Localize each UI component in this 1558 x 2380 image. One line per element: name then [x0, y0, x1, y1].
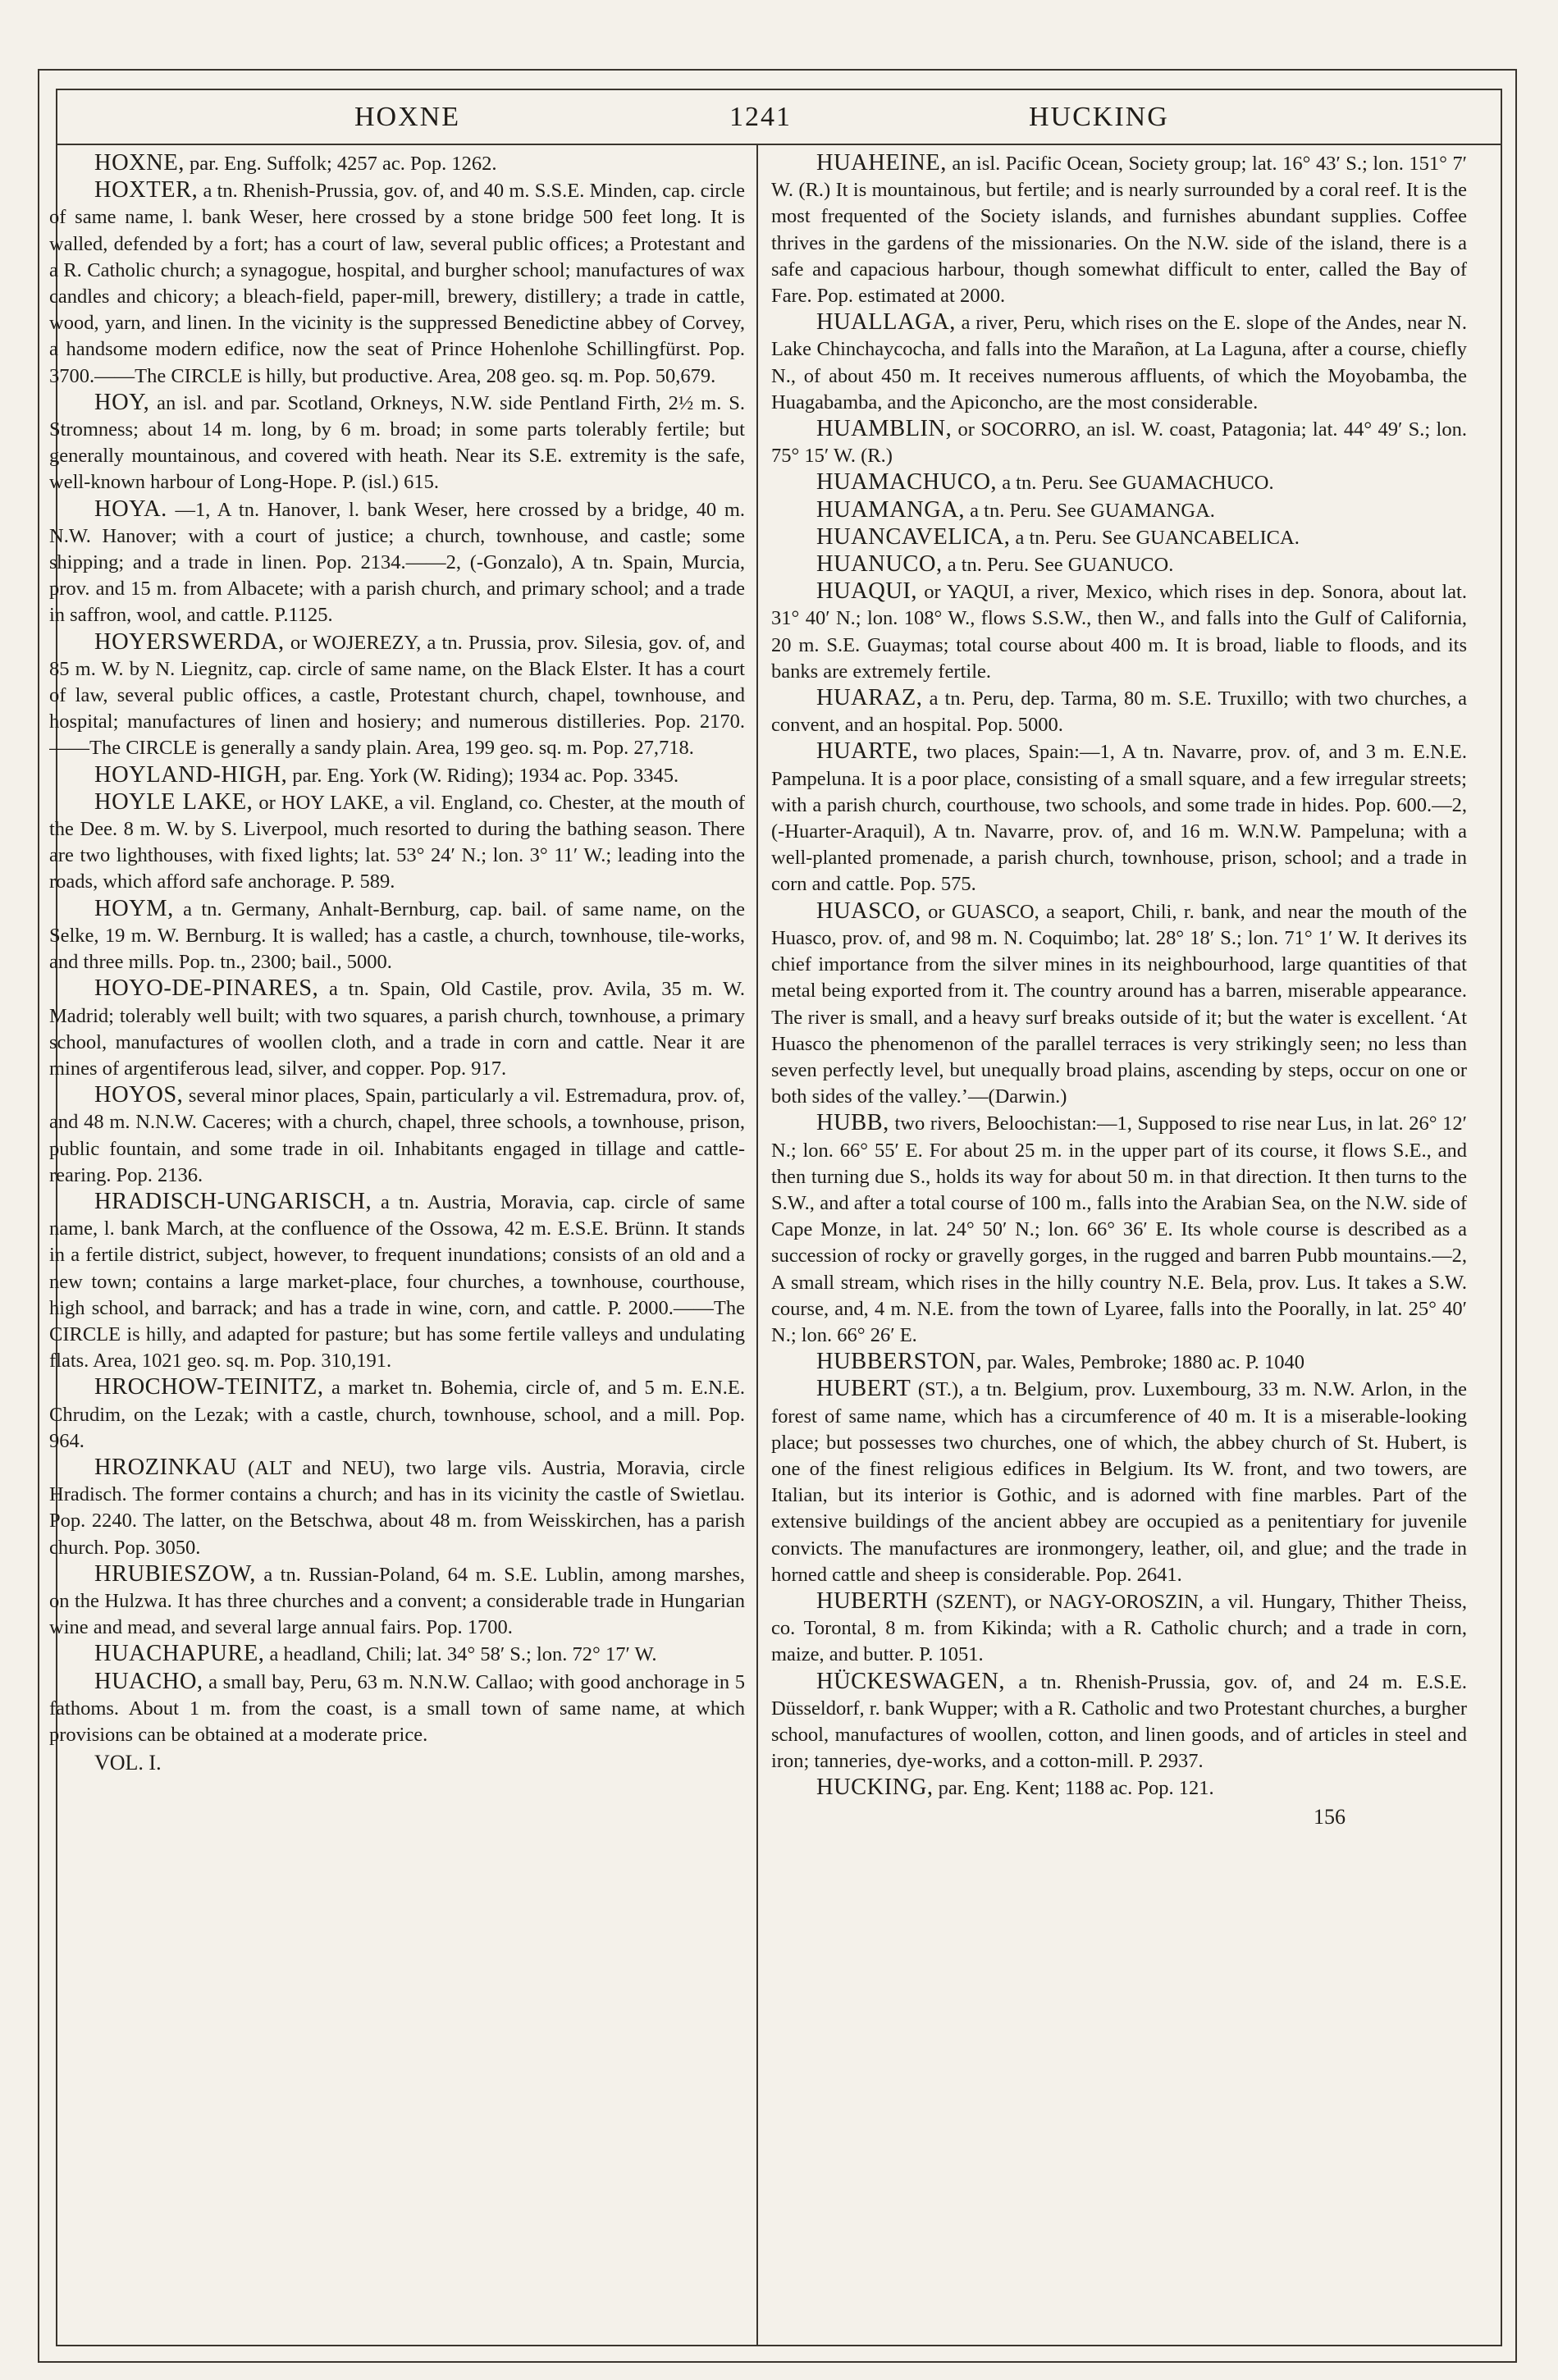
entry-text: (SZENT), or NAGY-OROSZIN, a vil. Hungary, Thither Theiss, co. Torontal, 8 m. from Kikinda; with a R. Catholic church; and a trade in corn, maize, and butter. P. 1051.: [771, 1590, 1467, 1666]
entry-headword: HUBERT: [816, 1376, 911, 1402]
entry-headword: HUASCO,: [816, 898, 921, 924]
entry-headword: HUBERTH: [816, 1587, 929, 1614]
entry-headword: HOYLE LAKE,: [94, 788, 254, 815]
dictionary-entry: [49, 1641, 745, 1668]
dictionary-entry: [49, 762, 745, 789]
dictionary-entry: [771, 1349, 1467, 1376]
entry-text: a market tn. Bohemia, circle of, and 5 m. E.N.E. Chrudim, on the Lezak; with a castle, church, townhouse, school, and a mill. Pop. 964.: [49, 1377, 745, 1452]
right-column: [771, 150, 1467, 2337]
entry-headword: HUAMBLIN,: [816, 416, 953, 442]
dictionary-entry: [771, 1110, 1467, 1349]
dictionary-entry: [771, 416, 1467, 469]
entry-text: (ST.), a tn. Belgium, prov. Luxembourg, 33 m. N.W. Arlon, in the forest of same name, which has a circumference of 40 m. It is a miserable-looking place; but possesses two churches, one of which, the abbey church of St. Hubert, is one of the finest religious edifices in Belgium. Its W. front, and two towers, are Italian, but its interior is Gothic, and is adorned with fine marbles. Part of the extensive buildings of the ancient abbey are occupied as a penitentiary for juvenile convicts. The manufactures are ironmongery, leather, oil, and glue; and the trade in horned cattle and sheep is considerable. Pop. 2641.: [771, 1378, 1467, 1586]
entry-headword: HUAQUI,: [816, 578, 918, 605]
entry-headword: HOYOS,: [94, 1082, 184, 1108]
entry-headword: HUARAZ,: [816, 685, 923, 711]
dictionary-entry: [771, 685, 1467, 738]
entry-text: par. Eng. Suffolk; 4257 ac. Pop. 1262.: [190, 153, 497, 175]
entry-headword: HOY,: [94, 389, 150, 415]
entry-headword: HOYO-DE-PINARES,: [94, 975, 319, 1002]
entry-headword: HRUBIESZOW,: [94, 1560, 256, 1587]
dictionary-entry: [49, 1374, 745, 1455]
left-footer: [49, 1750, 745, 1778]
entry-text: a tn. Rhenish-Prussia, gov. of, and 24 m. E.S.E. Düsseldorf, r. bank Wupper; with a R. Catholic and two Protestant churches, a burgher school, manufactures of woollen, cotton, and linen goods, and of articles in steel and iron; tanneries, dye-works, and a cotton-mill. P. 2937.: [771, 1670, 1467, 1773]
dictionary-entry: [49, 390, 745, 496]
entry-headword: HUBBERSTON,: [816, 1349, 983, 1375]
entry-headword: HOXTER,: [94, 177, 199, 203]
entry-text: two rivers, Beloochistan:—1, Supposed to rise near Lus, in lat. 26° 12′ N.; lon. 66° 55′ E. For about 25 m. in the upper part of its course, it flows S.E., and then turning due S., holds its way for about 50 m. in that direction. It then turns to the S.W., and after a total course of 100 m., falls into the Arabian Sea, on the N.W. side of Cape Monze, in lat. 24° 50′ N.; lon. 66° 36′ E. Its whole course is described as a succession of rocky or gravelly gorges, in the rugged and barren Pubb mountains.—2, A small stream, which rises in the hilly country N.E. Bela, prov. Lus. It takes a S.W. course, and, 4 m. N.E. from the town of Lyaree, falls into the Poorally, in lat. 25° 40′ N.; lon. 66° 26′ E.: [771, 1112, 1467, 1346]
entry-text: a small bay, Peru, 63 m. N.N.W. Callao; with good anchorage in 5 fathoms. About 1 m. from the coast, is a small town of same name, at which provisions can be obtained at a moderate price.: [49, 1670, 745, 1746]
dictionary-entry: [771, 497, 1467, 524]
entry-text: par. Eng. York (W. Riding); 1934 ac. Pop. 3345.: [292, 764, 679, 787]
entry-text: a river, Peru, which rises on the E. slope of the Andes, near N. Lake Chinchaycocha, and falls into the Marañon, at La Laguna, after a course, chiefly N., of about 450 m. It receives numerous affluents, of which the Moyobamba, the Huagabamba, and the Apiconcho, are the most considerable.: [771, 312, 1467, 413]
entry-headword: HROCHOW-TEINITZ,: [94, 1374, 324, 1400]
signature-mark: 156: [1314, 1804, 1346, 1829]
entry-text: par. Eng. Kent; 1188 ac. Pop. 121.: [938, 1777, 1214, 1800]
entry-headword: HRADISCH-UNGARISCH,: [94, 1188, 372, 1214]
dictionary-entry: [49, 1189, 745, 1374]
entry-text: an isl. Pacific Ocean, Society group; lat. 16° 43′ S.; lon. 151° 7′ W. (R.) It is mountainous, but fertile; and is nearly surrounded by a coral reef. It is the most frequented of the Society islands, and furnishes abundant supplies. Coffee thrives in the gardens of the missionaries. On the N.W. side of the island, there is a safe and capacious harbour, though somewhat difficult to enter, called the Bay of Fare. Pop. estimated at 2000.: [771, 153, 1467, 308]
entry-headword: HUAMACHUCO,: [816, 469, 998, 496]
dictionary-entry: [771, 1376, 1467, 1588]
left-column: [49, 150, 745, 2337]
column-divider: [756, 145, 758, 2346]
entry-text: a tn. Germany, Anhalt-Bernburg, cap. bail. of same name, on the Selke, 19 m. W. Bernburg. It is walled; has a castle, a church, townhouse, tile-works, and three mills. Pop. tn., 2300; bail., 5000.: [49, 898, 745, 974]
entry-text: a tn. Peru. See GUAMACHUCO.: [1002, 472, 1274, 495]
dictionary-entry: [49, 789, 745, 896]
dictionary-entry: [49, 629, 745, 762]
entry-text: a tn. Peru. See GUANUCO.: [947, 554, 1174, 577]
dictionary-entry: [771, 1775, 1467, 1802]
entry-text: or YAQUI, a river, Mexico, which rises in dep. Sonora, about lat. 31° 40′ N.; lon. 108° W., flows S.S.W., then W., and falls into the Gulf of California, 20 m. S.E. Guaymas; total course about 400 m. It is broad, liable to floods, and its banks are extremely fertile.: [771, 581, 1467, 683]
entry-text: (ALT and NEU), two large vils. Austria, Moravia, circle Hradisch. The former contains a church; and has in its vicinity the castle of Swietlau. Pop. 2240. The latter, on the Betschwa, about 48 m. from Weisskirchen, has a parish church. Pop. 3050.: [49, 1456, 745, 1559]
entry-text: a tn. Peru. See GUANCABELICA.: [1015, 526, 1300, 549]
dictionary-entry: [49, 496, 745, 629]
header-left-headword: HOXNE: [354, 102, 460, 132]
entry-headword: HUCKING,: [816, 1775, 934, 1801]
entry-headword: HUARTE,: [816, 738, 919, 765]
entry-headword: HUANCAVELICA,: [816, 523, 1011, 550]
dictionary-entry: [771, 898, 1467, 1111]
left-entries: [49, 150, 745, 1748]
entry-headword: HÜCKESWAGEN,: [816, 1668, 1006, 1694]
entry-headword: HROZINKAU: [94, 1454, 237, 1480]
entry-text: a tn. Peru, dep. Tarma, 80 m. S.E. Truxillo; with two churches, a convent, and an hospital. Pop. 5000.: [771, 688, 1467, 737]
entry-text: a tn. Rhenish-Prussia, gov. of, and 40 m. S.S.E. Minden, cap. circle of same name, l. bank Weser, here crossed by a stone bridge 500 feet long. It is walled, defended by a fort; has a court of law, several public offices; a Protestant and a R. Catholic church; a synagogue, hospital, and burgher school; manufactures of wax candles and chicory; a bleach-field, paper-mill, brewery, distillery; a trade in cattle, wood, yarn, and linen. In the vicinity is the suppressed Benedictine abbey of Corvey, a handsome modern edifice, now the seat of Prince Hohenlohe Schillingfürst. Pop. 3700.——The CIRCLE is hilly, but productive. Area, 208 geo. sq. m. Pop. 50,679.: [49, 180, 745, 387]
entry-text: a tn. Russian-Poland, 64 m. S.E. Lublin, among marshes, on the Hulzwa. It has three churches and a convent; a considerable trade in Hungarian wine and mead, and several large annual fairs. Pop. 1700.: [49, 1563, 745, 1639]
entry-text: a headland, Chili; lat. 34° 58′ S.; lon. 72° 17′ W.: [269, 1643, 657, 1666]
dictionary-entry: [771, 1669, 1467, 1775]
dictionary-entry: [771, 551, 1467, 578]
dictionary-entry: [771, 469, 1467, 496]
entry-text: or HOY LAKE, a vil. England, co. Chester, at the mouth of the Dee. 8 m. W. by S. Liverpool, much resorted to during the bathing season. There are two lighthouses, with fixed lights; lat. 53° 24′ N.; lon. 3° 11′ W.; leading into the roads, which afford safe anchorage. P. 589.: [49, 791, 745, 893]
dictionary-entry: [49, 896, 745, 976]
dictionary-entry: [771, 738, 1467, 898]
running-header: [56, 97, 1502, 146]
entry-headword: HOYLAND-HIGH,: [94, 761, 288, 788]
dictionary-entry: [771, 578, 1467, 685]
dictionary-entry: [49, 1455, 745, 1561]
entry-text: an isl. and par. Scotland, Orkneys, N.W. side Pentland Firth, 2½ m. S. Stromness; about 14 m. long, by 6 m. broad; in some parts tolerably fertile; but generally mountainous, and covered with heath. Near its S.E. extremity is the safe, well-known harbour of Long-Hope. P. (isl.) 615.: [49, 391, 745, 494]
entry-text: a tn. Spain, Old Castile, prov. Avila, 35 m. W. Madrid; tolerably well built; with two squares, a parish church, townhouse, a primary school, manufactures of woollen cloth, and a trade in corn and cattle. Near it are mines of argentiferous lead, silver, and copper. Pop. 917.: [49, 978, 745, 1080]
dictionary-entry: [49, 1669, 745, 1749]
entry-text: several minor places, Spain, particularly a vil. Estremadura, prov. of, and 48 m. N.N.W. Caceres; with a church, chapel, three schools, a townhouse, prison, public fountain, and some trade in oil. Inhabitants engaged in tillage and cattle-rearing. Pop. 2136.: [49, 1085, 745, 1186]
header-right-headword: HUCKING: [1029, 102, 1169, 132]
dictionary-entry: [49, 1561, 745, 1642]
volume-label: VOL. I.: [94, 1751, 162, 1775]
entry-text: two places, Spain:—1, A tn. Navarre, prov. of, and 3 m. E.N.E. Pampeluna. It is a poor place, consisting of a small square, and a few irregular streets; with a parish church, courthouse, two schools, and some trade in hides. Pop. 600.—2, (-Huarter-Araquil), A tn. Navarre, prov. of, and 16 m. W.N.W. Pampeluna; with a well-planted promenade, a parish church, townhouse, prison, school; and a trade in corn and cattle. Pop. 575.: [771, 741, 1467, 896]
entry-headword: HUACHO,: [94, 1668, 203, 1694]
entry-headword: HUALLAGA,: [816, 309, 956, 336]
entry-text: or WOJEREZY, a tn. Prussia, prov. Silesia, gov. of, and 85 m. W. by N. Liegnitz, cap. circle of same name, on the Black Elster. It has a court of law, several public offices, a castle, Protestant church, chapel, townhouse, and hospital; manufactures of linen and hosiery; and numerous distilleries. Pop. 2170.——The CIRCLE is generally a sandy plain. Area, 199 geo. sq. m. Pop. 27,718.: [49, 631, 745, 760]
right-entries: [771, 150, 1467, 1802]
entry-headword: HOYA.: [94, 496, 167, 522]
header-rule: [56, 144, 1502, 145]
dictionary-entry: [771, 309, 1467, 416]
dictionary-entry: [49, 975, 745, 1082]
entry-headword: HUBB,: [816, 1110, 889, 1136]
entry-text: a tn. Austria, Moravia, cap. circle of same name, l. bank March, at the confluence of the Ossowa, 42 m. E.S.E. Brünn. It stands in a fertile district, subject, however, to frequent inundations; consists of an old and a new town; contains a large market-place, four churches, a townhouse, courthouse, high school, and barrack; and has a trade in wine, corn, and cattle. P. 2000.——The CIRCLE is hilly, and adapted for pasture; but has some fertile valleys and undulating flats. Area, 1021 geo. sq. m. Pop. 310,191.: [49, 1190, 745, 1373]
entry-headword: HOXNE,: [94, 150, 185, 176]
dictionary-entry: [771, 524, 1467, 551]
dictionary-entry: [771, 1588, 1467, 1669]
dictionary-entry: [49, 177, 745, 390]
entry-headword: HOYERSWERDA,: [94, 628, 285, 655]
dictionary-entry: [49, 150, 745, 177]
entry-headword: HUANUCO,: [816, 551, 943, 578]
entry-text: or SOCORRO, an isl. W. coast, Patagonia; lat. 44° 49′ S.; lon. 75° 15′ W. (R.): [771, 418, 1467, 468]
entry-headword: HUACHAPURE,: [94, 1641, 265, 1667]
entry-text: —1, A tn. Hanover, l. bank Weser, here crossed by a bridge, 40 m. N.W. Hanover; with a court of justice; a church, townhouse, and castle; some shipping; and a trade in linen. Pop. 2134.——2, (-Gonzalo), A tn. Spain, Murcia, prov. and 15 m. from Albacete; with a parish church, and primary school; and a trade in saffron, wool, and cattle. P.1125.: [49, 498, 745, 627]
entry-text: or GUASCO, a seaport, Chili, r. bank, and near the mouth of the Huasco, prov. of, and 98 m. N. Coquimbo; lat. 28° 18′ S.; lon. 71° 1′ W. It derives its chief importance from the silver mines in its neighbourhood, large quantities of that metal being exported from it. The country around has a barren, miserable appearance. The river is small, and a heavy surf breaks outside of it; but the water is excellent. ‘At Huasco the phenomenon of the parallel terraces is very strikingly seen; no less than seven perfectly level, but unequally broad plains, ascending by steps, occur on one or both sides of the valley.’—(Darwin.): [771, 900, 1467, 1108]
entry-text: par. Wales, Pembroke; 1880 ac. P. 1040: [987, 1351, 1305, 1374]
page-number: 1241: [729, 102, 792, 132]
entry-text: a tn. Peru. See GUAMANGA.: [970, 499, 1215, 522]
entry-headword: HUAHEINE,: [816, 150, 947, 176]
dictionary-entry: [771, 150, 1467, 309]
right-footer: [771, 1804, 1467, 1832]
entry-headword: HOYM,: [94, 895, 174, 921]
dictionary-entry: [49, 1082, 745, 1189]
entry-headword: HUAMANGA,: [816, 496, 966, 523]
